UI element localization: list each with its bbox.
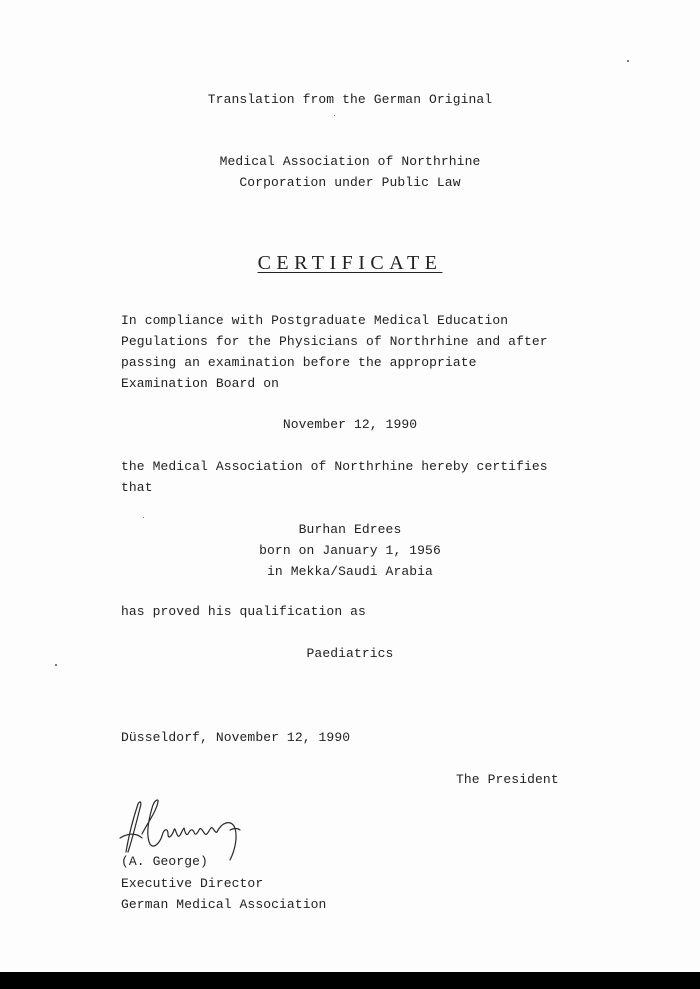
intro-line-1: In compliance with Postgraduate Medical Education: [121, 313, 509, 328]
intro-line-3: passing an examination before the appropriate: [121, 355, 477, 370]
signatory-organization: German Medical Association: [121, 897, 327, 912]
certifies-line-1: the Medical Association of Northrhine hereby certifies: [121, 459, 548, 474]
signatory-role: Executive Director: [121, 876, 264, 891]
scan-speck: [143, 517, 144, 518]
recipient-birth: born on January 1, 1956: [259, 543, 441, 558]
recipient-name: Burhan Edrees: [298, 522, 402, 537]
scan-speck: [55, 664, 57, 666]
signatory-name: (A. George): [121, 854, 208, 869]
place-date: Düsseldorf, November 12, 1990: [121, 730, 351, 745]
qualification-intro: has proved his qualification as: [121, 604, 366, 619]
qualification: Paediatrics: [306, 646, 394, 661]
certificate-title: CERTIFICATE: [257, 252, 443, 274]
exam-date: November 12, 1990: [282, 417, 418, 432]
intro-line-4: Examination Board on: [121, 376, 280, 391]
issuer-name: Medical Association of Northrhine: [219, 154, 481, 169]
intro-line-2: Pegulations for the Physicians of Northrhine and after: [121, 334, 548, 349]
issuer-type: Corporation under Public Law: [239, 175, 461, 190]
scan-border: [0, 972, 700, 989]
scan-speck: [627, 60, 629, 62]
recipient-birthplace: in Mekka/Saudi Arabia: [267, 564, 433, 579]
president-label: The President: [456, 772, 559, 787]
scan-speck: [334, 115, 335, 116]
certifies-line-2: that: [121, 480, 153, 495]
translation-note: Translation from the German Original: [207, 92, 493, 107]
